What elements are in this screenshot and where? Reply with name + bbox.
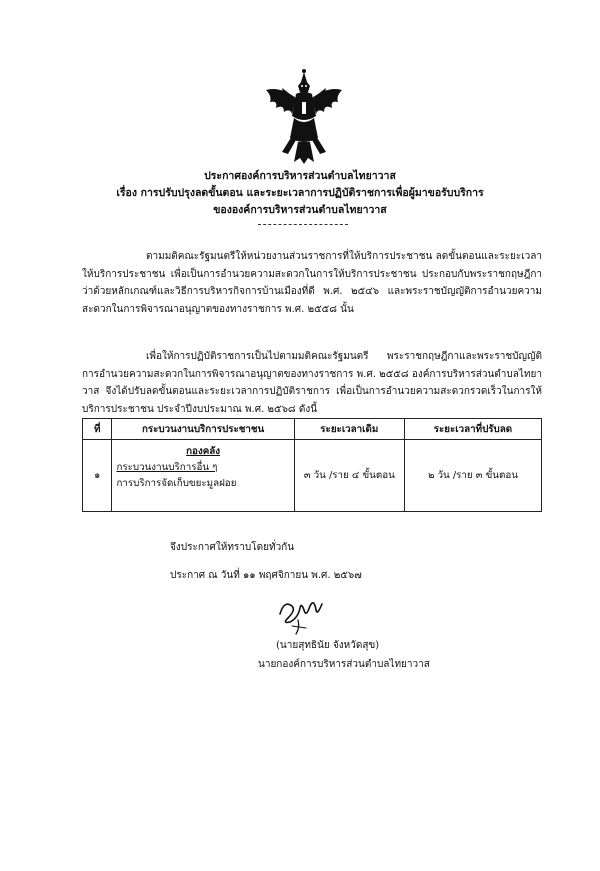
- announcement-issuer: ขององค์การบริหารส่วนตำบลไทยาวาส: [213, 204, 387, 216]
- signature-icon: [270, 592, 330, 636]
- closing-date: ประกาศ ณ วันที่ ๑๑ พฤศจิกายน พ.ศ. ๒๕๖๗: [170, 570, 362, 581]
- garuda-emblem-icon: [262, 68, 346, 164]
- row-number: ๑: [83, 440, 112, 512]
- announcement-title: ประกาศองค์การบริหารส่วนตำบลไทยาวาส: [204, 170, 396, 182]
- body-paragraph-2-text: เพื่อให้การปฏิบัติราชการเป็นไปตามมติคณะรัฐมนตรี พระราชกฤษฎีกาและพระราชบัญญัติการอำนวยความสะดวกในการพิจารณาอนุญาตของทางราชการ พ.ศ. ๒๕๕๘ องค์การบริหารส่วนตำบลไทยาวาส จึงได้ปรับลดขั้นตอนและระยะเวลาการปฏิบัติราชการ เพื่อเป็นการอำนวยความสะดวกรวดเร็วในการให้บริการประชาชน ประจำปีงบประมาณ พ.ศ. ๒๕๖๘ ดังนี้: [82, 351, 542, 415]
- body-paragraph-2: [82, 348, 542, 418]
- table-header-row: [83, 419, 542, 440]
- row-old-time: ๓ วัน /ราย ๔ ขั้นตอน: [294, 440, 404, 512]
- table-row: [83, 440, 542, 512]
- row-category: กระบวนงานบริการอื่น ๆ: [116, 462, 218, 473]
- signer-position: นายกองค์การบริหารส่วนตำบลไทยาวาส: [258, 659, 430, 670]
- row-new-time: ๒ วัน /ราย ๓ ขั้นตอน: [404, 440, 541, 512]
- service-table: [82, 418, 542, 512]
- signer-name: (นายสุทธินัย จังหวัดสุข): [276, 640, 380, 651]
- row-service: การบริการจัดเก็บขยะมูลฝอย: [116, 478, 237, 489]
- header-new-time: ระยะเวลาที่ปรับลด: [404, 419, 541, 440]
- body-paragraph-1-text: ตามมติคณะรัฐมนตรีให้หน่วยงานส่วนราชการที่ให้บริการประชาชน ลดขั้นตอนและระยะเวลาให้บริการประชาชน เพื่อเป็นการอำนวยความสะดวกในการให้บริการประชาชน ประกอบกับพระราชกฤษฎีกาว่าด้วยหลักเกณฑ์และวิธีการบริหารกิจการบ้านเมืองที่ดี พ.ศ. ๒๕๔๖ และพระราชบัญญัติการอำนวยความสะดวกในการพิจารณาอนุญาตของทางราชการ พ.ศ. ๒๕๕๘ นั้น: [82, 251, 542, 315]
- body-paragraph-1: [82, 248, 542, 318]
- header-process: กระบวนงานบริการประชาชน: [112, 419, 294, 440]
- header-old-time: ระยะเวลาเดิม: [294, 419, 404, 440]
- header-no: ที่: [83, 419, 112, 440]
- row-department: กองคลัง: [186, 446, 221, 457]
- row-process-cell: [112, 440, 294, 512]
- closing-announce: จึงประกาศให้ทราบโดยทั่วกัน: [170, 542, 295, 553]
- announcement-subject: เรื่อง การปรับปรุงลดขั้นตอน และระยะเวลาการปฏิบัติราชการเพื่อผู้มาขอรับบริการ: [116, 187, 484, 199]
- divider: [258, 224, 348, 225]
